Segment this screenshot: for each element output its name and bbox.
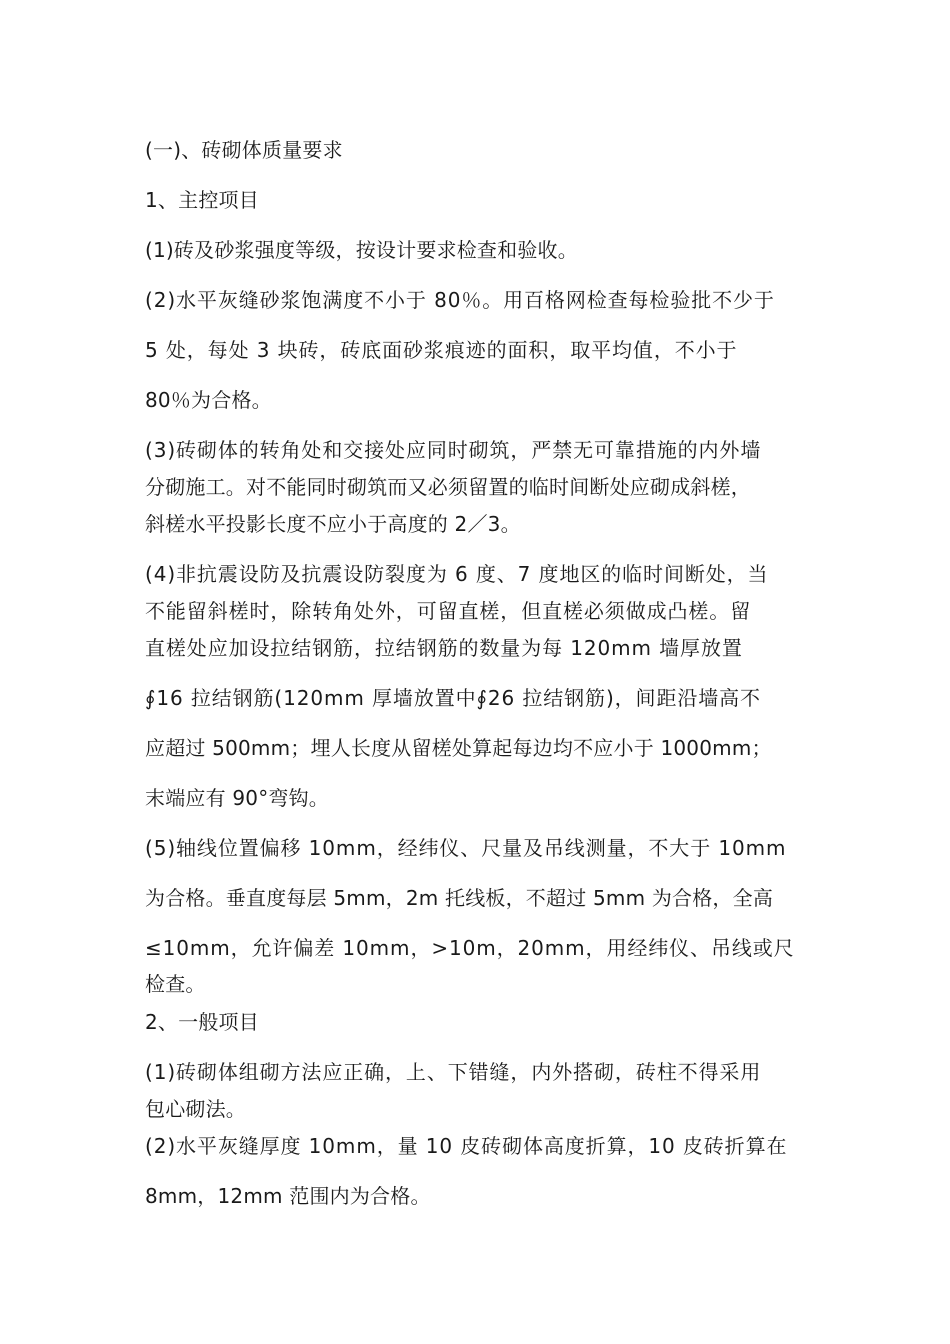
subsection-heading: 1、主控项目 [145, 188, 259, 212]
paragraph-line: ∮16 拉结钢筋(120mm 厚墙放置中∮26 拉结钢筋)，间距沿墙高不 [145, 686, 761, 710]
paragraph-line: 为合格。垂直度每层 5mm，2m 托线板，不超过 5mm 为合格，全高 [145, 886, 774, 910]
paragraph-line: (3)砖砌体的转角处和交接处应同时砌筑，严禁无可靠措施的内外墙 [145, 438, 762, 462]
paragraph-line: (2)水平灰缝砂浆饱满度不小于 80％。用百格网检查每检验批不少于 [145, 288, 775, 312]
paragraph-line: 分砌施工。对不能同时砌筑而又必须留置的临时间断处应砌成斜槎， [145, 475, 751, 499]
paragraph-line: 检查。 [145, 972, 206, 996]
paragraph-line: (1)砖砌体组砌方法应正确，上、下错缝，内外搭砌，砖柱不得采用 [145, 1060, 762, 1084]
paragraph-line: (4)非抗震设防及抗震设防裂度为 6 度、7 度地区的临时间断处，当 [145, 562, 769, 586]
paragraph-line: 不能留斜槎时，除转角处外，可留直槎，但直槎必须做成凸槎。留 [145, 599, 752, 623]
section-heading: (一)、砖砌体质量要求 [145, 138, 343, 162]
paragraph-line: 应超过 500mm；埋人长度从留槎处算起每边均不应小于 1000mm； [145, 736, 772, 760]
paragraph-line: 直槎处应加设拉结钢筋，拉结钢筋的数量为每 120mm 墙厚放置 [145, 636, 743, 660]
paragraph-line: (1)砖及砂浆强度等级，按设计要求检查和验收。 [145, 238, 578, 262]
paragraph-line: 5 处，每处 3 块砖，砖底面砂浆痕迹的面积，取平均值，不小于 [145, 338, 738, 362]
paragraph-line: (5)轴线位置偏移 10mm，经纬仪、尺量及吊线测量，不大于 10mm [145, 836, 787, 860]
paragraph-line: (2)水平灰缝厚度 10mm，量 10 皮砖砌体高度折算，10 皮砖折算在 [145, 1134, 788, 1158]
paragraph-line: 包心砌法。 [145, 1097, 246, 1121]
paragraph-line: 8mm，12mm 范围内为合格。 [145, 1184, 431, 1208]
paragraph-line: ≤10mm，允许偏差 10mm，>10m，20mm，用经纬仪、吊线或尺 [145, 936, 795, 960]
paragraph-line: 斜槎水平投影长度不应小于高度的 2／3。 [145, 512, 521, 536]
paragraph-line: 80％为合格。 [145, 388, 272, 412]
paragraph-line: 末端应有 90°弯钩。 [145, 786, 330, 810]
subsection-heading: 2、一般项目 [145, 1010, 259, 1034]
